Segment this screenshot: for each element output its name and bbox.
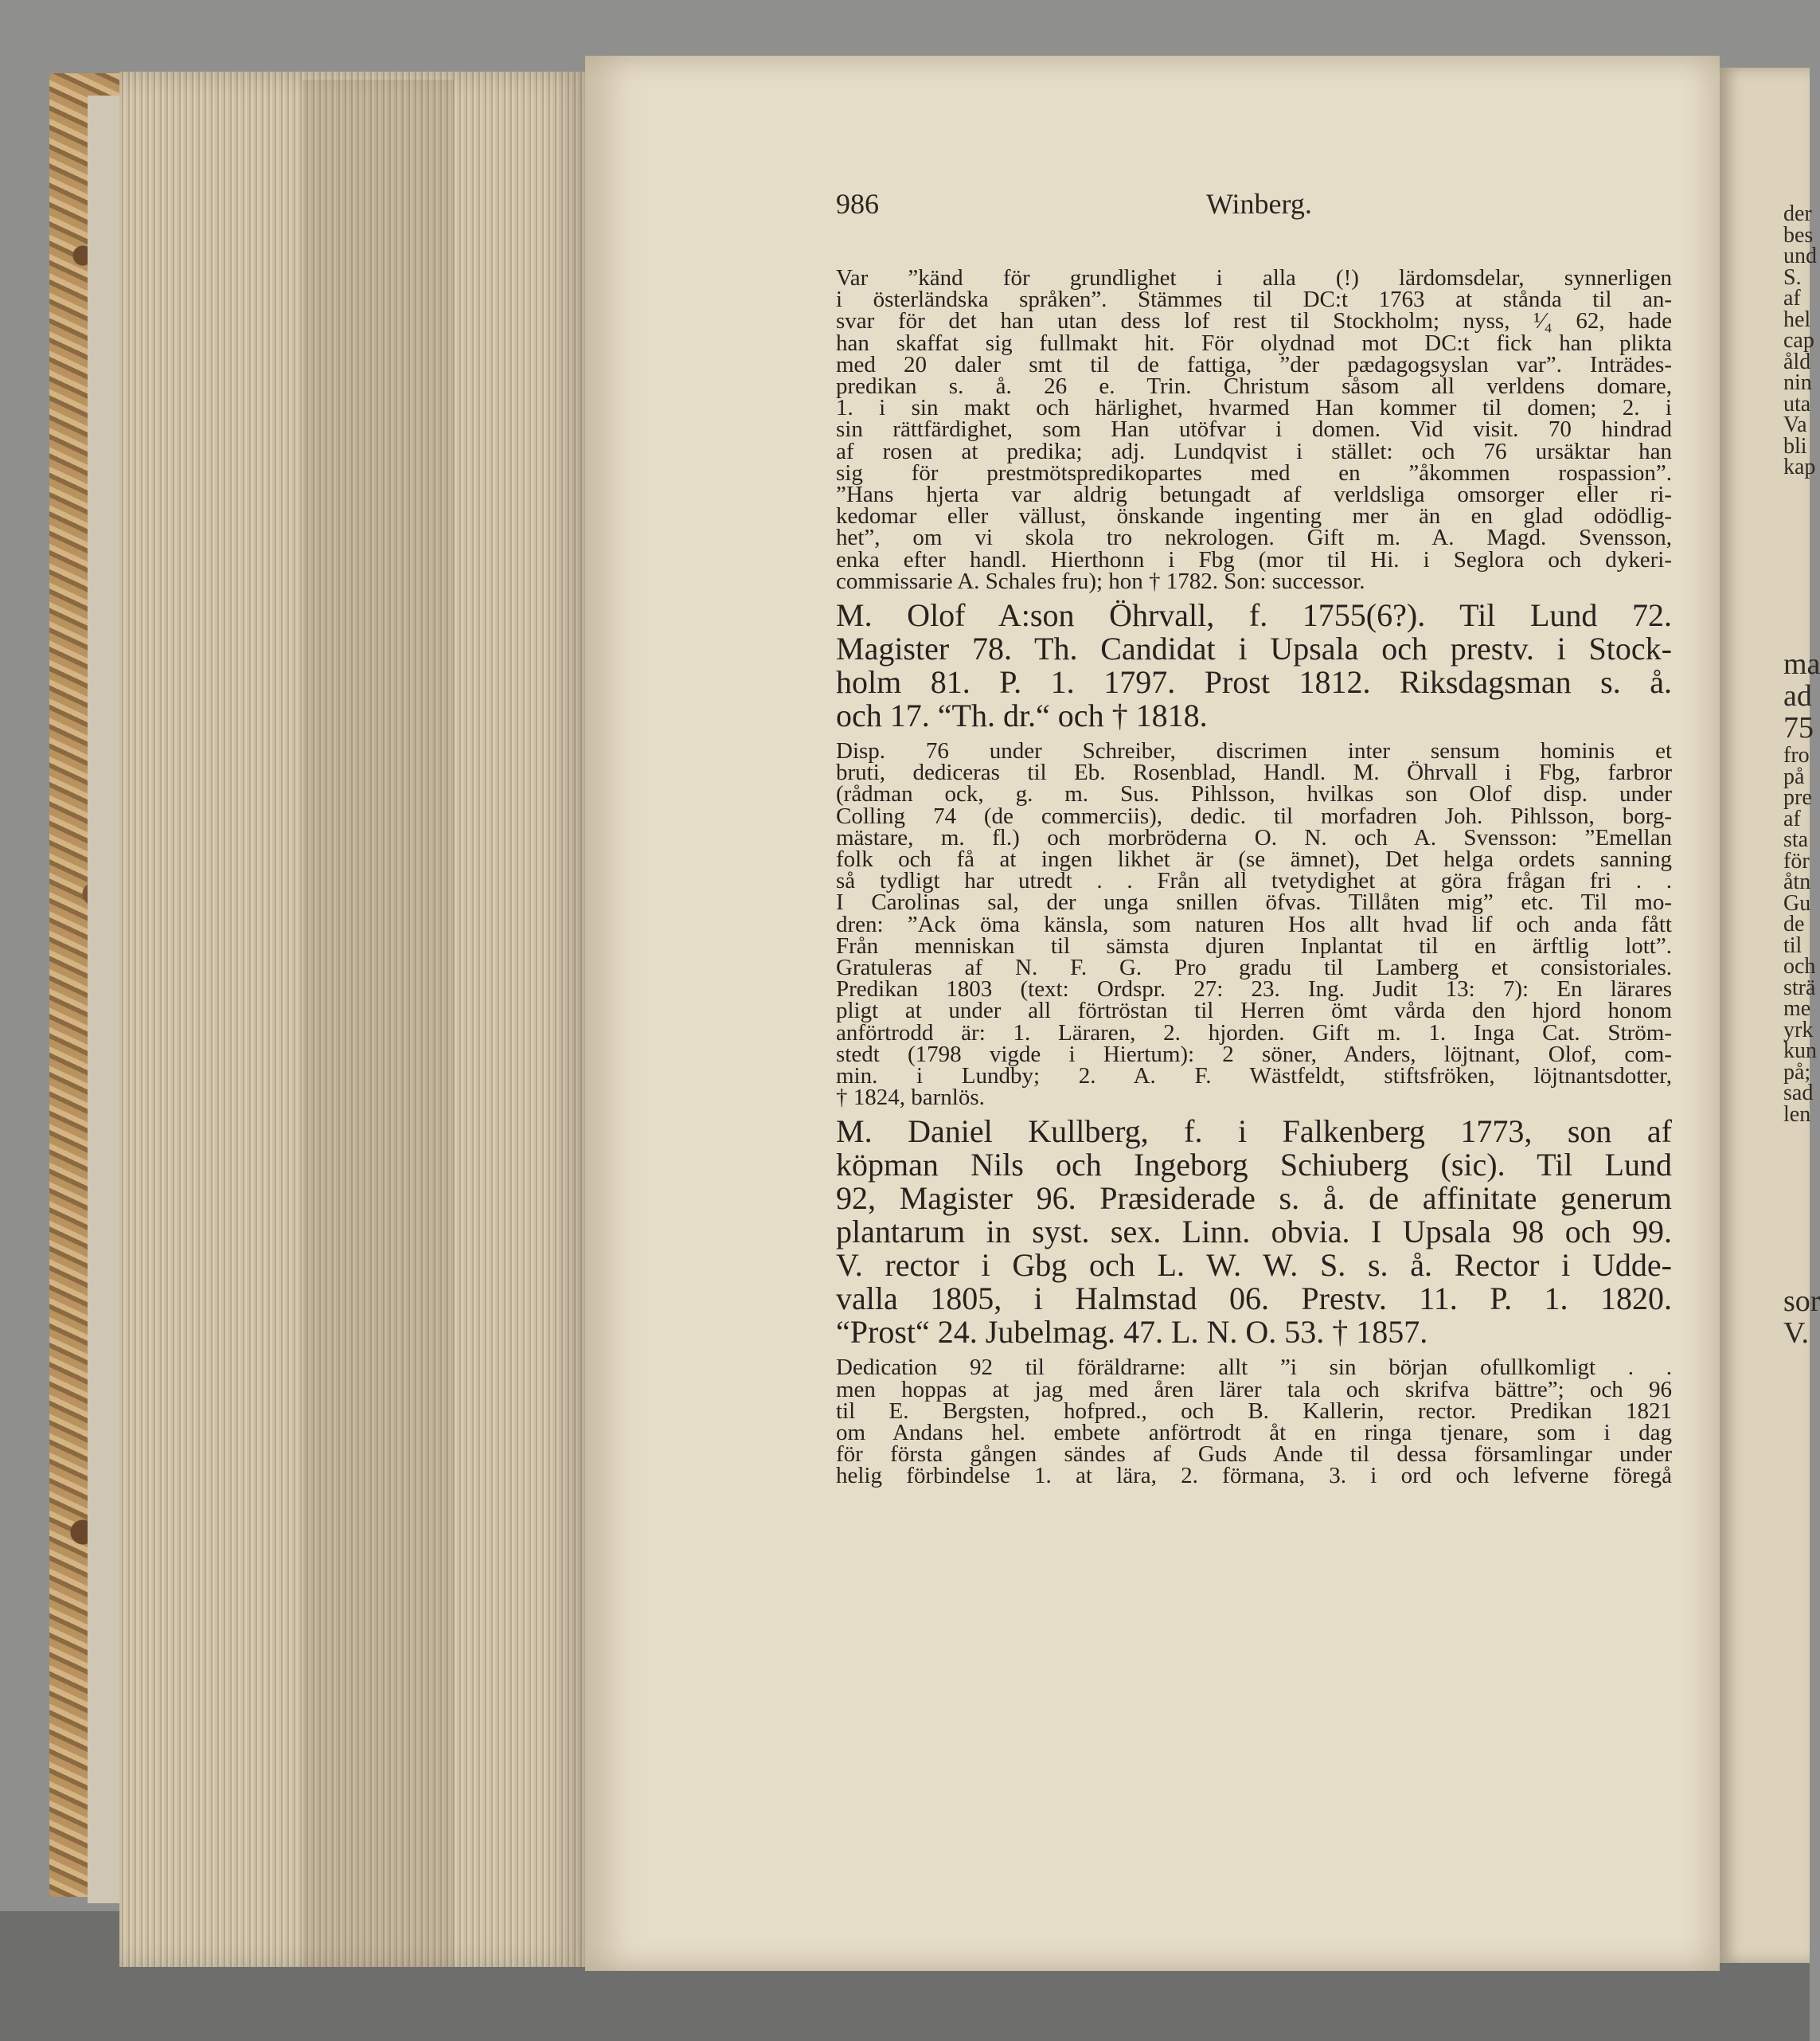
right-page-text-fragment: af [1783, 286, 1801, 311]
right-page-text-fragment: S. [1783, 264, 1802, 290]
body-text-line: för första gången sändes af Guds Ande til dessa församlingar under [836, 1441, 1672, 1468]
entry-heading-line: köpman Nils och Ingeborg Schiuberg (sic). Til Lund [836, 1147, 1672, 1183]
body-text-line: til E. Bergsten, hofpred., och B. Kallerin, rector. Predikan 1821 [836, 1398, 1672, 1424]
right-page-text-fragment: cap [1783, 328, 1814, 353]
body-text-line: ”Hans hjerta var aldrig betungadt af verldsliga omsorger eller ri- [836, 482, 1672, 507]
right-page-text-fragment: ad [1783, 679, 1812, 713]
entry-heading-line: V. rector i Gbg och L. W. W. S. s. å. Rector i Udde- [836, 1247, 1672, 1284]
entry-heading-line: och 17. “Th. dr.“ och † 1818. [836, 698, 1208, 733]
body-text-line: I Carolinas sal, der unga snillen öfvas. Tillåten mig” etc. Til mo- [836, 890, 1672, 916]
body-text-line: af rosen at predika; adj. Lundqvist i stället: och 76 ursäktar han [836, 438, 1672, 464]
right-page-text-fragment: uta [1783, 391, 1811, 416]
entry-heading-line: valla 1805, i Halmstad 06. Prestv. 11. P. 1. 1820. [836, 1281, 1672, 1317]
body-text-line: enka efter handl. Hierthonn i Fbg (mor til Hi. i Seglora och dykeri- [836, 546, 1672, 573]
right-page-text-fragment: yrk [1783, 1017, 1814, 1042]
right-page-text-fragment: und [1783, 244, 1817, 268]
body-text-line: med 20 daler smt til de fattiga, ”der pædagogsyslan var”. Inträdes- [836, 351, 1672, 377]
body-text-line: het”, om vi skola tro nekrologen. Gift m. A. Magd. Svensson, [836, 525, 1672, 551]
book-page-right-fragment [1720, 68, 1820, 1963]
body-text-line: om Andans hel. embete anförtrodt åt en ringa tjenare, som i dag [836, 1420, 1672, 1445]
body-text-line: predikan s. å. 26 e. Trin. Christum såsom all verldens domare, [836, 373, 1672, 399]
entry-heading-line: M. Daniel Kullberg, f. i Falkenberg 1773, son af [836, 1113, 1672, 1150]
body-text-line: kedomar eller vällust, önskande ingenting mer än en glad odödlig- [836, 503, 1672, 530]
right-page-text-fragment: me [1783, 996, 1811, 1021]
body-text-line: Predikan 1803 (text: Ordspr. 27: 23. Ing. Judit 13: 7): En lärares [836, 976, 1672, 1003]
right-page-text-fragment: len [1783, 1101, 1811, 1127]
body-text-line: men hoppas at jag med åren lärer tala och skrifva bättre”; och 96 [836, 1376, 1672, 1402]
entry-heading-line: “Prost“ 24. Jubelmag. 47. L. N. O. 53. † 1857. [836, 1314, 1428, 1351]
right-page-text-fragment: och [1783, 954, 1816, 979]
body-text-line: min. i Lundby; 2. A. F. Wästfeldt, stiftsfröken, löjtnantsdotter, [836, 1063, 1672, 1089]
right-page-text-fragment: bli [1783, 433, 1807, 459]
body-text-line: mästare, m. fl.) och morbröderna O. N. och A. Svensson: ”Emellan [836, 824, 1672, 850]
body-text-line: (rådman ock, g. m. Sus. Pihlsson, hvilkas son Olof disp. under [836, 781, 1672, 807]
body-text-line: Disp. 76 under Schreiber, discrimen inter sensum hominis et [836, 738, 1672, 764]
right-page-text-fragment: åtn [1783, 870, 1811, 894]
body-text-line: dren: ”Ack öma känsla, som naturen Hos allt hvad lif och anda fått [836, 911, 1672, 937]
entry-heading-line: M. Olof A:son Öhrvall, f. 1755(6?). Til Lund 72. [836, 597, 1672, 633]
right-page-text-fragment: nin [1783, 370, 1812, 395]
body-text-line: commissarie A. Schales fru); hon † 1782. Son: successor. [836, 568, 1365, 594]
right-page-text-fragment: fro [1783, 743, 1810, 768]
body-text-line: Colling 74 (de commerciis), dedic. til morfadren Joh. Pihlsson, borg- [836, 803, 1672, 829]
body-text-line: stedt (1798 vigde i Hiertum): 2 söner, Anders, löjtnant, Olof, com- [836, 1041, 1672, 1067]
body-text-line: Från menniskan til sämsta djuren Inplantat til en ärftlig lott”. [836, 933, 1672, 959]
right-page-text-fragment: sta [1783, 827, 1809, 852]
body-text-line: svar för det han utan dess lof rest til Stockholm; nyss, ¹⁄₄ 62, hade [836, 308, 1672, 334]
body-text-line: pligt at under all förtröstan til Herren ömt vårda den hjord honom [836, 998, 1672, 1024]
right-page-text-fragment: 75 [1783, 711, 1814, 745]
body-text-line: folk och få at ingen likhet är (se ämnet), Det helga ordets sanning [836, 847, 1672, 872]
right-page-text-fragment: kap [1783, 455, 1816, 479]
right-page-text-fragment: kun [1783, 1038, 1817, 1063]
right-page-text-fragment: de [1783, 912, 1805, 936]
body-text-line: helig förbindelse 1. at lära, 2. förmana, 3. i ord och lefverne föregå [836, 1463, 1672, 1489]
page-number: 986 [836, 188, 879, 220]
right-page-text-fragment: af [1783, 806, 1801, 831]
right-page-text-fragment: V. [1783, 1316, 1810, 1350]
body-text-line: Dedication 92 til föräldrarne: allt ”i sin början ofullkomligt . . [836, 1355, 1672, 1381]
entry-heading-line: Magister 78. Th. Candidat i Upsala och prestv. i Stock- [836, 631, 1672, 667]
entry-heading-line: holm 81. P. 1. 1797. Prost 1812. Riksdagsman s. å. [836, 664, 1672, 700]
right-page-text-fragment: sad [1783, 1081, 1814, 1105]
body-text-line: han skaffat sig fullmakt hit. För olydnad mot DC:t fick han plikta [836, 330, 1672, 356]
body-text-line: 1. i sin makt och härlighet, hvarmed Han kommer til domen; 2. i [836, 395, 1672, 421]
body-text-line: † 1824, barnlös. [836, 1085, 985, 1111]
page-edges-shadow [303, 80, 454, 1967]
body-text-line: Gratuleras af N. F. G. Pro gradu til Lamberg et consistoriales. [836, 955, 1672, 980]
body-text-line: bruti, dediceras til Eb. Rosenblad, Handl. M. Öhrvall i Fbg, farbror [836, 760, 1672, 786]
body-text-line: så tydligt har utredt . . Från all tvetydighet at göra frågan fri . . [836, 868, 1672, 894]
right-page-text-fragment: på; [1783, 1059, 1811, 1085]
right-page-text-fragment: pre [1783, 785, 1812, 810]
right-page-text-fragment: hel [1783, 307, 1811, 332]
right-page-text-fragment: bes [1783, 222, 1814, 248]
right-page-text-fragment: Gu [1783, 890, 1811, 916]
entry-heading-line: plantarum in syst. sex. Linn. obvia. I Upsala 98 och 99. [836, 1214, 1672, 1250]
body-text-line: i österländska språken”. Stämmes til DC:t 1763 at stånda til an- [836, 287, 1672, 313]
body-text-line: sin rättfärdighet, som Han utöfvar i domen. Vid visit. 70 hindrad [836, 416, 1672, 443]
right-page-text-fragment: på [1783, 764, 1805, 789]
right-page-text-fragment: Va [1783, 413, 1807, 437]
right-page-text-fragment: åld [1783, 349, 1811, 374]
body-text-line: anförtrodd är: 1. Läraren, 2. hjorden. Gift m. 1. Inga Cat. Ström- [836, 1019, 1672, 1046]
right-page-text-fragment: der [1783, 201, 1812, 226]
right-page-text-fragment: til [1783, 933, 1802, 958]
running-head: Winberg. [1206, 188, 1312, 220]
right-page-text-fragment: sor [1783, 1284, 1820, 1318]
body-text-line: sig för prestmötspredikopartes med en ”åkommen rospassion”. [836, 459, 1672, 486]
entry-heading-line: 92, Magister 96. Præsiderade s. å. de affinitate generum [836, 1180, 1672, 1217]
right-page-text-fragment: ma [1783, 647, 1820, 681]
page-header [836, 187, 1664, 227]
body-text-line: Var ”känd för grundlighet i alla (!) lärdomsdelar, synnerligen [836, 265, 1672, 291]
right-page-text-fragment: för [1783, 848, 1810, 874]
right-page-text-fragment: strä [1783, 975, 1816, 1000]
